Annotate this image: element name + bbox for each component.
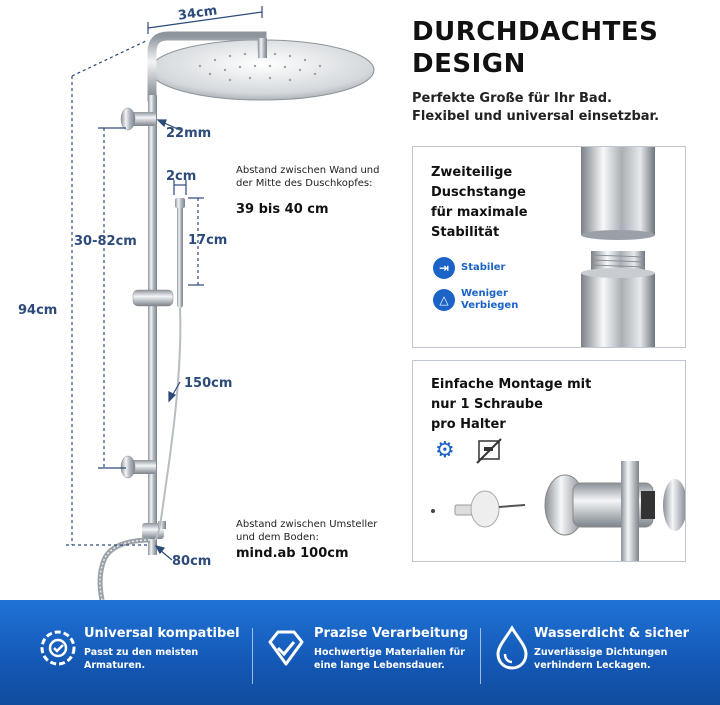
- screw-gear-icon: ⚙: [435, 438, 455, 463]
- panel-easy-mounting: [412, 360, 686, 562]
- product-diagram: [0, 0, 400, 600]
- banner-divider-1: [252, 628, 253, 684]
- banner-item-2-title: Prazise Verarbeitung: [314, 626, 469, 641]
- puzzle-gear-icon: [36, 626, 80, 670]
- hand-shower: [177, 202, 183, 308]
- banner-item-3-text: Zuverlässige Dichtungen verhindern Leckagen.: [534, 647, 668, 671]
- panel2-heading: Einfache Montage mit nur 1 Schraube pro Halter: [431, 377, 592, 432]
- subtitle-line-2: Flexibel und universal einsetzbar.: [412, 109, 660, 124]
- page-subtitle: [412, 90, 712, 126]
- feature-stabiler-label: Stabiler: [461, 262, 506, 273]
- banner-item-1-text: Passt zu den meisten Armaturen.: [84, 647, 199, 671]
- page-title: [412, 16, 712, 80]
- title-line-1: DURCHDACHTES: [412, 17, 659, 47]
- subtitle-line-1: Perfekte Große für Ihr Bad.: [412, 91, 612, 106]
- dim-hose-length: 150cm: [184, 376, 233, 391]
- note-wall-distance-value: 39 bis 40 cm: [236, 202, 329, 217]
- dim-rail-range: 30-82cm: [74, 234, 137, 249]
- panel-two-part-rail: [412, 146, 686, 348]
- dim-handshower-width: 2cm: [166, 169, 197, 184]
- feature-weniger-label: Weniger Verbiegen: [461, 288, 519, 311]
- water-drop-icon: [492, 624, 532, 670]
- slider-holder: [133, 290, 173, 306]
- hose: [100, 540, 150, 600]
- dim-head-width: 34cm: [177, 3, 219, 24]
- dim-arm-depth: 22mm: [166, 126, 212, 141]
- note-wall-distance-text: Abstand zwischen Wand und der Mitte des Duschkopfes:: [236, 165, 380, 189]
- banner-divider-2: [480, 628, 481, 684]
- shower-rail: [148, 95, 157, 555]
- dim-total-height: 94cm: [18, 303, 58, 318]
- note-floor-distance-value: mind.ab 100cm: [236, 546, 349, 561]
- feature-banner: [0, 600, 720, 705]
- banner-item-2-text: Hochwertige Materialien für eine lange Lebensdauer.: [314, 647, 465, 671]
- banner-item-1-title: Universal kompatibel: [84, 626, 240, 641]
- shield-bend-icon: △: [433, 289, 455, 311]
- diamond-icon: [264, 626, 308, 670]
- dim-diverter: 80cm: [172, 554, 212, 569]
- dim-handshower-length: 17cm: [188, 233, 228, 248]
- shower-illustration: [0, 0, 400, 600]
- title-line-2: DESIGN: [412, 49, 526, 79]
- rail-joint-illustration: [563, 147, 673, 347]
- note-floor-distance-text: Abstand zwischen Umsteller und dem Boden:: [236, 519, 378, 543]
- mounting-illustration: [413, 461, 685, 561]
- compress-icon: ⇥: [433, 257, 455, 279]
- panel1-heading: Zweiteilige Duschstange für maximale Stabilität: [431, 165, 528, 240]
- banner-item-3-title: Wasserdicht & sicher: [534, 626, 690, 641]
